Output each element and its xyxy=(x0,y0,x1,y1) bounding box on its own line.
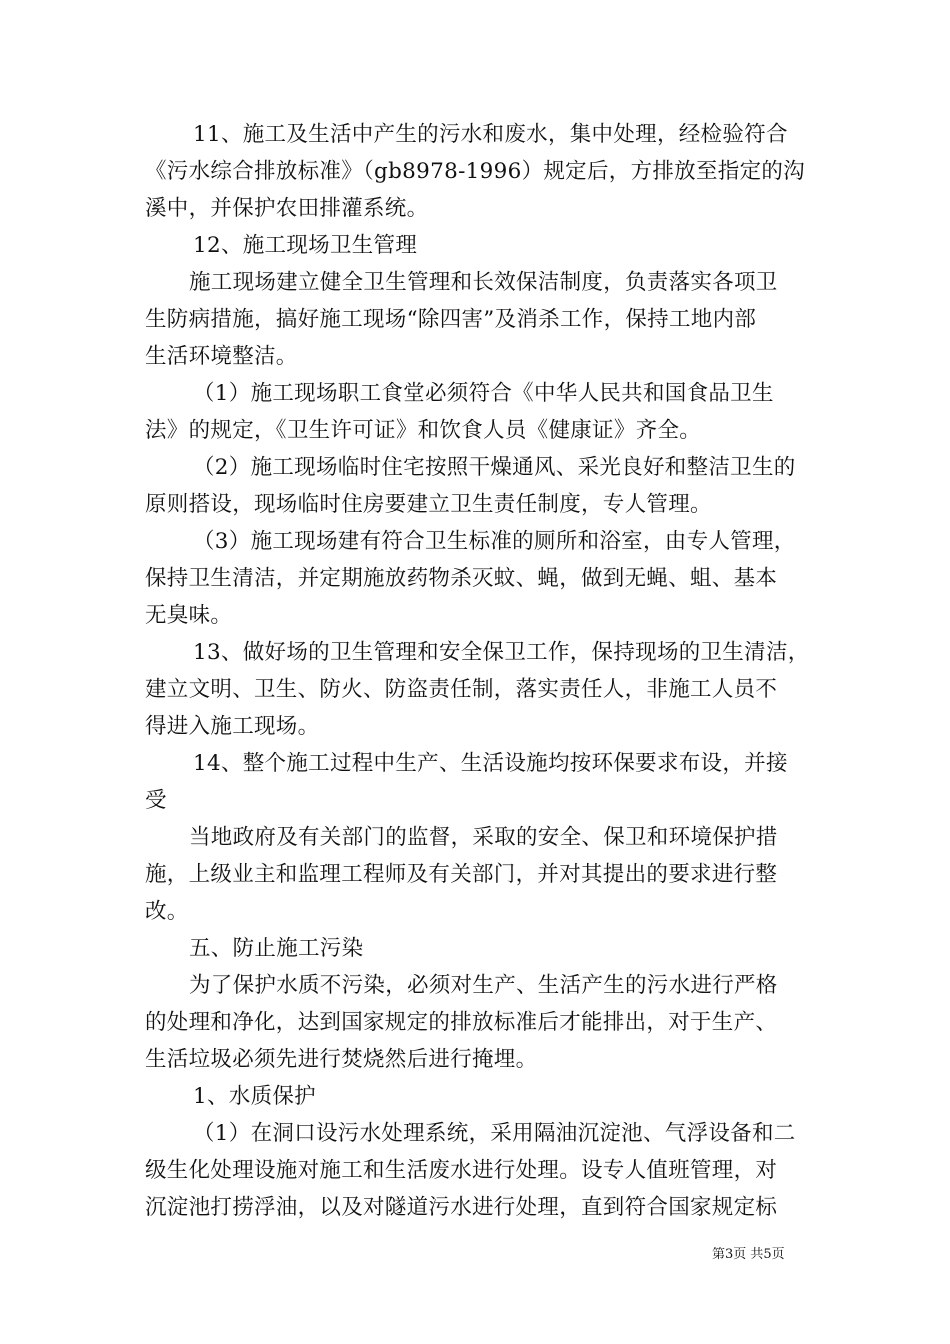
paragraph-line: 级生化处理设施对施工和生活废水进行处理。设专人值班管理，对 xyxy=(145,1158,778,1183)
section-heading: 五、防止施工污染 xyxy=(189,936,364,961)
paragraph-line: 11、施工及生活中产生的污水和废水，集中处理，经检验符合 xyxy=(193,122,788,147)
paragraph-line: （3）施工现场建有符合卫生标准的厕所和浴室，由专人管理， xyxy=(193,529,796,554)
paragraph-line: 生活垃圾必须先进行焚烧然后进行掩埋。 xyxy=(145,1047,538,1072)
paragraph-line: 施，上级业主和监理工程师及有关部门，并对其提出的要求进行整 xyxy=(145,862,778,887)
paragraph-line: 生活环境整洁。 xyxy=(145,344,298,369)
paragraph-line: （1）施工现场职工食堂必须符合《中华人民共和国食品卫生 xyxy=(193,381,774,406)
paragraph-line: （2）施工现场临时住宅按照干燥通风、采光良好和整洁卫生的 xyxy=(193,455,796,480)
paragraph-line: 溪中，并保护农田排灌系统。 xyxy=(145,196,429,221)
paragraph-line: 施工现场建立健全卫生管理和长效保洁制度，负责落实各项卫 xyxy=(189,270,778,295)
paragraph-line: 受 xyxy=(145,788,167,813)
page-number-footer: 第3页 共5页 xyxy=(712,1247,785,1262)
paragraph-line: 13、做好场的卫生管理和安全保卫工作，保持现场的卫生清洁， xyxy=(193,640,810,665)
paragraph-line: 为了保护水质不污染，必须对生产、生活产生的污水进行严格 xyxy=(189,973,778,998)
paragraph-line: 改。 xyxy=(145,899,189,924)
section-heading: 1、水质保护 xyxy=(193,1084,316,1109)
paragraph-line: 《污水综合排放标准》（gb8978-1996）规定后，方排放至指定的沟 xyxy=(145,159,805,184)
paragraph-line: 当地政府及有关部门的监督，采取的安全、保卫和环境保护措 xyxy=(189,825,778,850)
paragraph-line: 得进入施工现场。 xyxy=(145,714,320,739)
paragraph-line: 法》的规定，《卫生许可证》和饮食人员《健康证》齐全。 xyxy=(145,418,702,443)
paragraph-line: 沉淀池打捞浮油，以及对隧道污水进行处理，直到符合国家规定标 xyxy=(145,1195,778,1220)
paragraph-line: 14、整个施工过程中生产、生活设施均按环保要求布设，并接 xyxy=(193,751,788,776)
paragraph-line: 无臭味。 xyxy=(145,603,233,628)
paragraph-line: 的处理和净化，达到国家规定的排放标准后才能排出，对于生产、 xyxy=(145,1010,778,1035)
paragraph-line: 保持卫生清洁，并定期施放药物杀灭蚊、蝇，做到无蝇、蛆、基本 xyxy=(145,566,778,591)
paragraph-line: 原则搭设，现场临时住房要建立卫生责任制度，专人管理。 xyxy=(145,492,712,517)
paragraph-line: 建立文明、卫生、防火、防盗责任制，落实责任人，非施工人员不 xyxy=(145,677,778,702)
paragraph-line: （1）在洞口设污水处理系统，采用隔油沉淀池、气浮设备和二 xyxy=(193,1121,796,1146)
paragraph-line: 生防病措施，搞好施工现场“除四害”及消杀工作，保持工地内部 xyxy=(145,307,757,332)
section-heading: 12、施工现场卫生管理 xyxy=(193,233,418,258)
